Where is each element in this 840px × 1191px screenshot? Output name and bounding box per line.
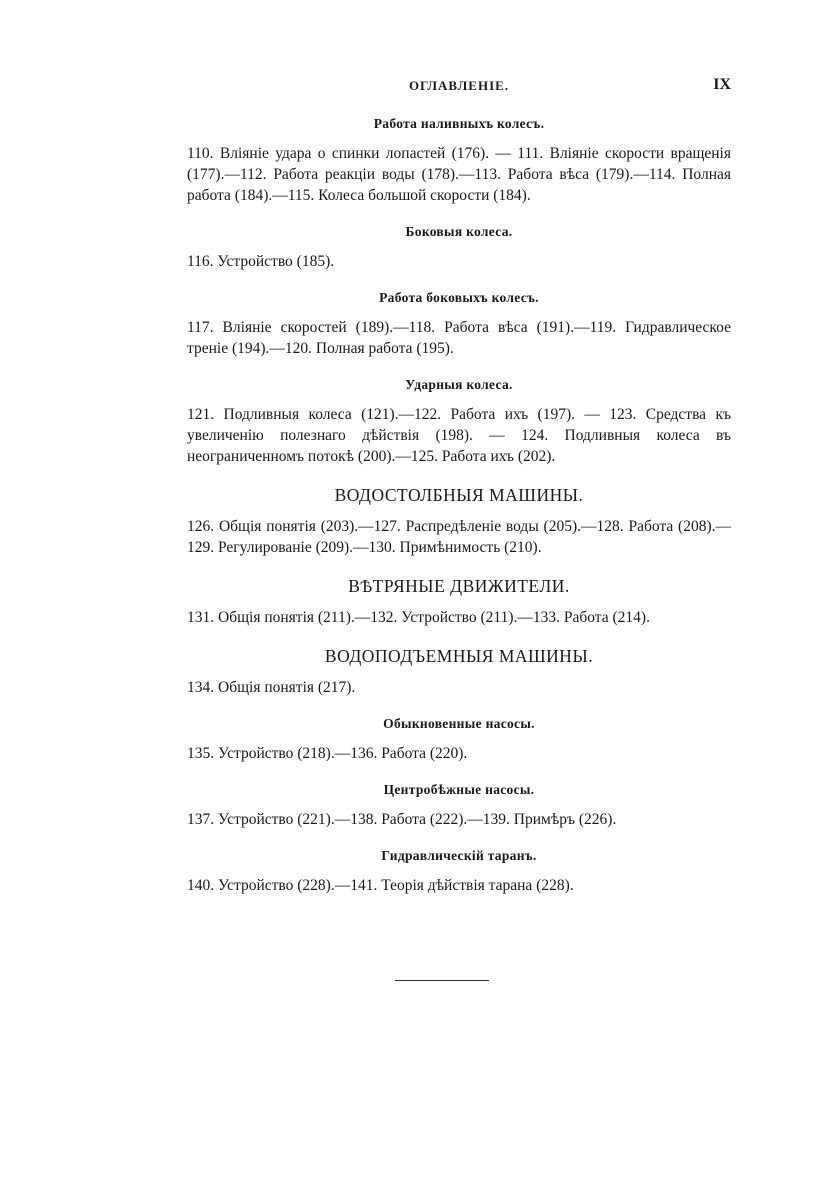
section-heading: Работа наливныхъ колесъ. [373,116,545,131]
section-heading: Боковыя колеса. [405,224,513,239]
section-heading: Гидравлическій таранъ. [381,848,537,863]
section-entries: 117. Вліяніе скоростей (189).—118. Работа вѣса (191).—119. Гидравлическое треніе (194).—120. Полная работа (195). [187,319,731,357]
section-heading: Обыкновенные насосы. [383,716,535,731]
page-title: ОГЛАВЛЕНІЕ. [408,78,510,93]
section-entries: 131. Общія понятія (211).—132. Устройство (211).—133. Работа (214). [187,609,650,626]
chapter-heading: ВѢТРЯНЫЕ ДВИЖИТЕЛИ. [348,576,570,596]
section-entries: 126. Общія понятія (203).—127. Распредѣленіе воды (205).—128. Работа (208).—129. Регулированіе (209).—130. Примѣнимость (210). [187,518,731,556]
chapter-heading: ВОДОСТОЛБНЫЯ МАШИНЫ. [334,485,584,505]
section-entries: 140. Устройство (228).—141. Теорія дѣйствія тарана (228). [187,877,574,894]
section-entries: 135. Устройство (218).—136. Работа (220). [187,745,468,762]
section-entries: 134. Общія понятія (217). [187,679,356,696]
section-heading: Работа боковыхъ колесъ. [379,290,539,305]
running-head [187,78,731,100]
section-entries: 116. Устройство (185). [187,253,335,270]
section-entries: 137. Устройство (221).—138. Работа (222).—139. Примѣръ (226). [187,811,617,828]
section-entries: 110. Вліяніе удара о спинки лопастей (176). — 111. Вліяніе скорости вращенія (177).—112. Работа реакціи воды (178).—113. Работа вѣса (179).—114. Полная работа (184).—115. Колеса большой скорости (184). [187,145,731,204]
section-heading: Центробѣжные насосы. [383,782,535,797]
end-rule-divider [395,980,489,981]
section-heading: Ударныя колеса. [405,377,513,392]
chapter-heading: ВОДОПОДЪЕМНЫЯ МАШИНЫ. [324,646,594,666]
section-entries: 121. Подливныя колеса (121).—122. Работа ихъ (197). — 123. Средства къ увеличенію полезнаго дѣйствія (198). — 124. Подливныя колеса въ неограниченномъ потокѣ (200).—125. Работа ихъ (202). [187,406,731,465]
table-of-contents [187,116,731,914]
page-number: IX [713,76,731,93]
